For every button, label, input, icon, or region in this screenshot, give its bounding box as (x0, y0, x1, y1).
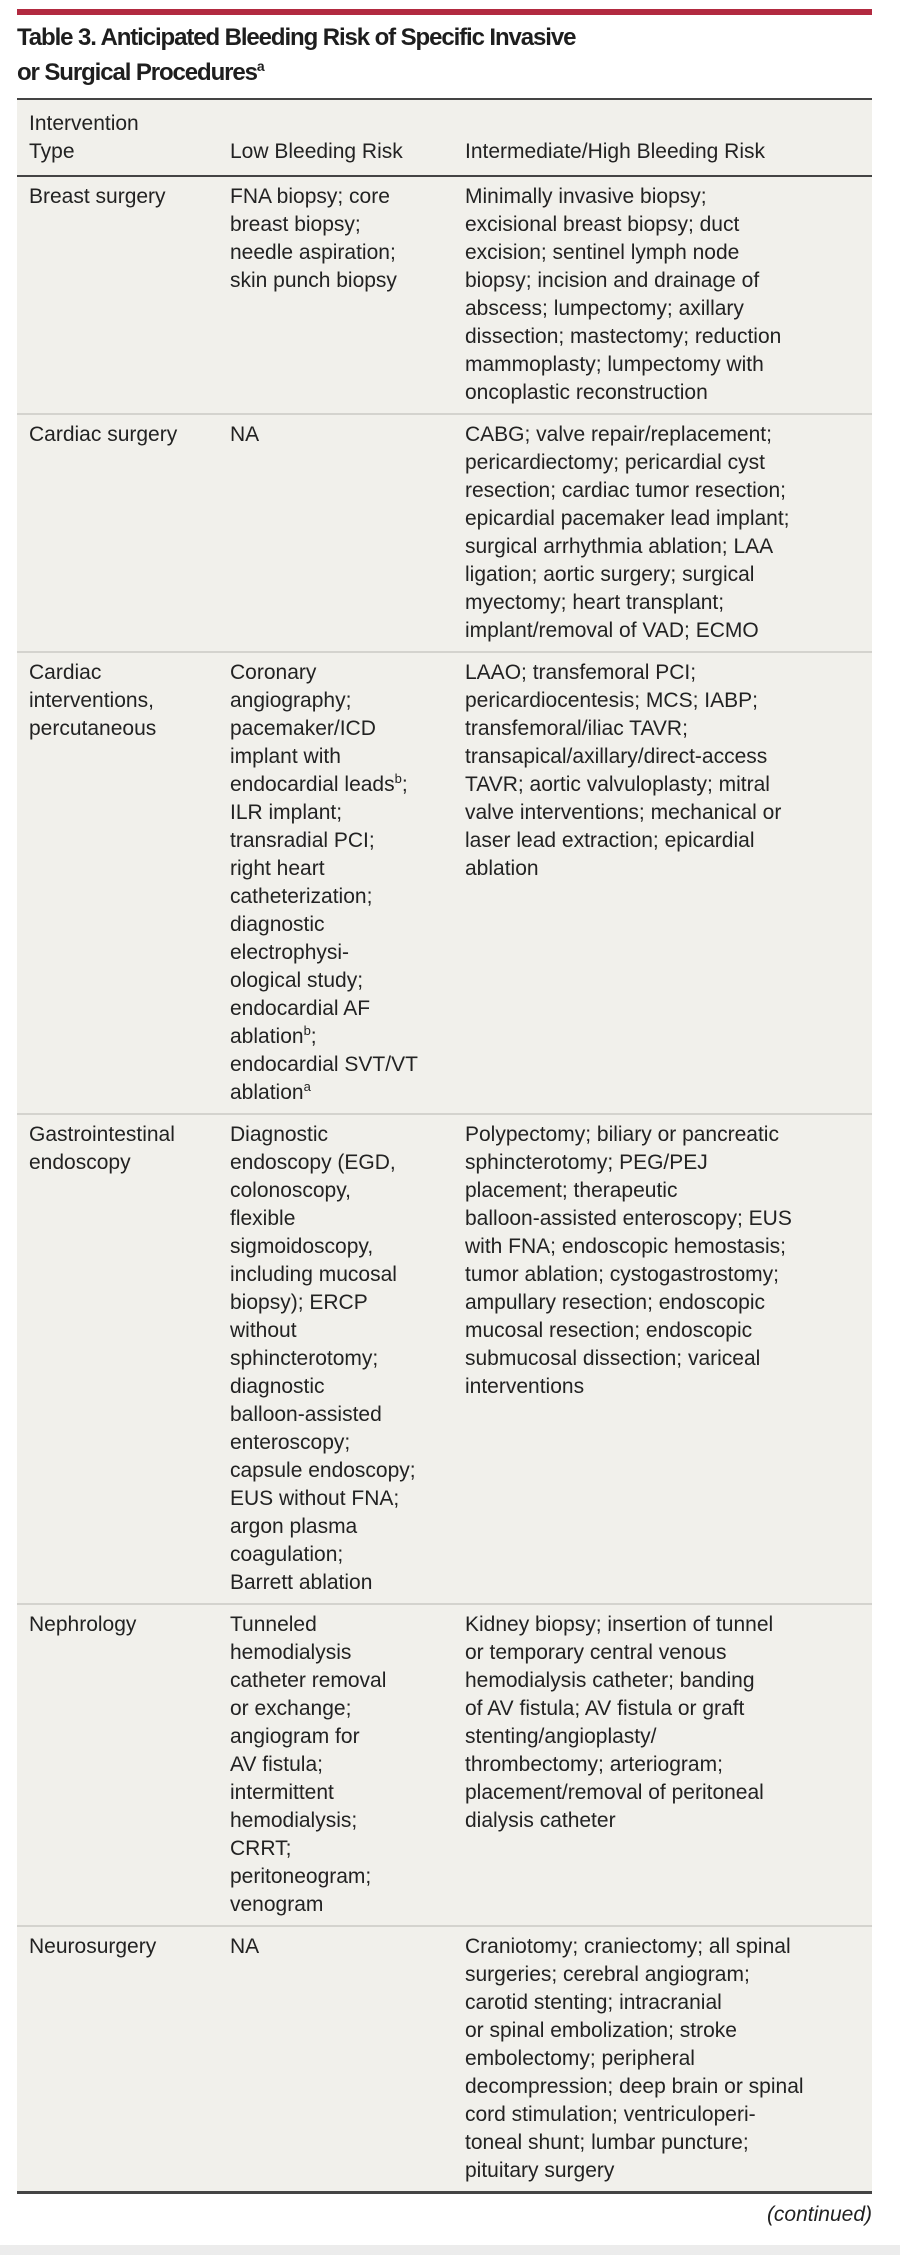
cell-line: coagulation; (230, 1543, 344, 1566)
cell-line: or temporary central venous (465, 1641, 727, 1664)
low-risk-cell (230, 183, 465, 407)
cell-line: stenting/angioplasty/ (465, 1725, 657, 1748)
cell-line: percutaneous (29, 717, 157, 740)
cell-text-punctuation: ; (310, 1025, 317, 1048)
cell-line: abscess; lumpectomy; axillary (465, 297, 744, 320)
header-text: Intervention (29, 112, 139, 135)
cell-line: or exchange; (230, 1697, 352, 1720)
table-row (17, 1113, 872, 1603)
footnote-marker: b (394, 771, 402, 786)
cell-line: breast biopsy; (230, 213, 361, 236)
cell-line: pericardiectomy; pericardial cyst (465, 451, 765, 474)
cell-line: angiogram for (230, 1725, 360, 1748)
cell-line: oncoplastic reconstruction (465, 381, 708, 404)
cell-line: without (230, 1319, 297, 1342)
cell-line: toneal shunt; lumbar puncture; (465, 2131, 749, 2154)
table-row (17, 1925, 872, 2191)
table-body (17, 177, 872, 2191)
cell-line: sphincterotomy; PEG/PEJ (465, 1151, 708, 1174)
cell-line: pacemaker/ICD (230, 717, 376, 740)
cell-line: mammoplasty; lumpectomy with (465, 353, 764, 376)
cell-line: Breast surgery (29, 185, 166, 208)
cell-line: transfemoral/iliac TAVR; (465, 717, 688, 740)
cell-text: ablation (230, 1025, 304, 1048)
title-line-1: Table 3. Anticipated Bleeding Risk of Specific Invasive (17, 24, 576, 51)
title-line-2 (17, 55, 872, 90)
cell-line: embolectomy; peripheral (465, 2047, 695, 2070)
cell-line: ligation; aortic surgery; surgical (465, 563, 755, 586)
cell-line: surgeries; cerebral angiogram; (465, 1963, 750, 1986)
cell-line: NA (230, 1935, 260, 1958)
header-intervention-type (17, 110, 230, 166)
cell-line: implant with (230, 745, 341, 768)
table-header-row (17, 100, 872, 177)
cell-line: endocardial AF (230, 997, 371, 1020)
intervention-type-cell (17, 659, 230, 1107)
cell-line: tumor ablation; cystogastrostomy; (465, 1263, 779, 1286)
header-text: Low Bleeding Risk (230, 140, 403, 163)
cell-line: electrophysi- (230, 941, 350, 964)
continued-note: (continued) (766, 2203, 872, 2226)
cell-line: enteroscopy; (230, 1431, 351, 1454)
cell-line: Cardiac surgery (29, 423, 178, 446)
cell-line: sphincterotomy; (230, 1347, 379, 1370)
cell-line: FNA biopsy; core (230, 185, 390, 208)
cell-line: laser lead extraction; epicardial (465, 829, 755, 852)
cell-line: resection; cardiac tumor resection; (465, 479, 786, 502)
cell-line: argon plasma (230, 1515, 358, 1538)
cell-line: of AV fistula; AV fistula or graft (465, 1697, 745, 1720)
header-text (465, 110, 872, 138)
cell-line: venogram (230, 1893, 324, 1916)
cell-line: endoscopy (EGD, (230, 1151, 396, 1174)
cell-line: biopsy); ERCP (230, 1291, 368, 1314)
cell-line: placement/removal of peritoneal (465, 1781, 764, 1804)
cell-line: Coronary (230, 661, 317, 684)
cell-line: LAAO; transfemoral PCI; (465, 661, 697, 684)
cell-line: Diagnostic (230, 1123, 329, 1146)
cell-line: excisional breast biopsy; duct (465, 213, 740, 236)
cell-line: endocardial SVT/VT (230, 1053, 418, 1076)
high-risk-cell (465, 659, 872, 1107)
cell-line: Barrett ablation (230, 1571, 373, 1594)
cell-line: Cardiac (29, 661, 102, 684)
cell-line: epicardial pacemaker lead implant; (465, 507, 790, 530)
cell-line: Kidney biopsy; insertion of tunnel (465, 1613, 774, 1636)
cell-line: peritoneogram; (230, 1865, 372, 1888)
intervention-type-cell (17, 1933, 230, 2185)
cell-line: intermittent (230, 1781, 334, 1804)
cell-line: submucosal dissection; variceal (465, 1347, 761, 1370)
cell-line: hemodialysis catheter; banding (465, 1669, 755, 1692)
intervention-type-cell (17, 1121, 230, 1597)
header-high-risk (465, 110, 872, 166)
cell-line: myectomy; heart transplant; (465, 591, 725, 614)
table-row (17, 177, 872, 413)
header-text: Intermediate/High Bleeding Risk (465, 140, 765, 163)
cell-line: EUS without FNA; (230, 1487, 400, 1510)
cell-line: transapical/axillary/direct-access (465, 745, 768, 768)
high-risk-cell (465, 1121, 872, 1597)
high-risk-cell (465, 1611, 872, 1919)
title-line-2-text: or Surgical Procedures (17, 59, 257, 86)
cell-line: placement; therapeutic (465, 1179, 678, 1202)
cell-line: transradial PCI; (230, 829, 375, 852)
cell-line: thrombectomy; arteriogram; (465, 1753, 723, 1776)
cell-line: endoscopy (29, 1151, 131, 1174)
cell-line: balloon-assisted (230, 1403, 382, 1426)
cell-line: cord stimulation; ventriculoperi- (465, 2103, 756, 2126)
cell-text: ablation (230, 1081, 304, 1104)
header-low-risk (230, 110, 465, 166)
cell-line: dissection; mastectomy; reduction (465, 325, 782, 348)
intervention-type-cell (17, 1611, 230, 1919)
cell-line: hemodialysis; (230, 1809, 358, 1832)
cell-line: carotid stenting; intracranial (465, 1991, 722, 2014)
cell-line: Polypectomy; biliary or pancreatic (465, 1123, 779, 1146)
cell-text-punctuation: ; (401, 773, 408, 796)
cell-line: surgical arrhythmia ablation; LAA (465, 535, 774, 558)
bleeding-risk-table (17, 98, 872, 2194)
accent-bar (17, 9, 872, 15)
cell-line: or spinal embolization; stroke (465, 2019, 737, 2042)
cell-line: pituitary surgery (465, 2159, 615, 2182)
cell-line: Craniotomy; craniectomy; all spinal (465, 1935, 791, 1958)
cell-line: dialysis catheter (465, 1809, 616, 1832)
cell-line: interventions, (29, 689, 154, 712)
cell-line: catheter removal (230, 1669, 387, 1692)
cell-line: NA (230, 423, 260, 446)
cell-line: ILR implant; (230, 801, 343, 824)
cell-line: Gastrointestinal (29, 1123, 175, 1146)
low-risk-cell (230, 421, 465, 645)
low-risk-cell (230, 659, 465, 1107)
cell-line: ological study; (230, 969, 364, 992)
cell-line: mucosal resection; endoscopic (465, 1319, 753, 1342)
intervention-type-cell (17, 421, 230, 645)
cell-line: pericardiocentesis; MCS; IABP; (465, 689, 758, 712)
cell-line: flexible (230, 1207, 296, 1230)
cell-line: hemodialysis (230, 1641, 352, 1664)
table-row (17, 651, 872, 1113)
cell-line: Nephrology (29, 1613, 137, 1636)
cell-line: colonoscopy, (230, 1179, 352, 1202)
cell-line: biopsy; incision and drainage of (465, 269, 760, 292)
intervention-type-cell (17, 183, 230, 407)
high-risk-cell (465, 1933, 872, 2185)
cell-line (230, 771, 465, 799)
low-risk-cell (230, 1121, 465, 1597)
cell-line: skin punch biopsy (230, 269, 397, 292)
cell-line: balloon-assisted enteroscopy; EUS (465, 1207, 792, 1230)
cell-line: interventions (465, 1375, 585, 1398)
cell-line: Neurosurgery (29, 1935, 157, 1958)
cell-line: right heart (230, 857, 325, 880)
cell-line: needle aspiration; (230, 241, 396, 264)
footnote-marker: a (303, 1079, 311, 1094)
cell-line: Tunneled (230, 1613, 317, 1636)
cell-line (230, 1079, 465, 1107)
header-text: Type (29, 140, 75, 163)
cell-line: capsule endoscopy; (230, 1459, 416, 1482)
low-risk-cell (230, 1933, 465, 2185)
cell-line: CABG; valve repair/replacement; (465, 423, 772, 446)
table-title (17, 20, 872, 90)
cell-line: diagnostic (230, 1375, 325, 1398)
header-text (230, 110, 465, 138)
low-risk-cell (230, 1611, 465, 1919)
table-row (17, 1603, 872, 1925)
cell-line (230, 1023, 465, 1051)
cell-line: ampullary resection; endoscopic (465, 1291, 765, 1314)
cell-line: excision; sentinel lymph node (465, 241, 740, 264)
cell-line: valve interventions; mechanical or (465, 801, 782, 824)
table-row (17, 413, 872, 651)
cell-line: decompression; deep brain or spinal (465, 2075, 804, 2098)
cell-line: AV fistula; (230, 1753, 323, 1776)
cell-line: TAVR; aortic valvuloplasty; mitral (465, 773, 770, 796)
cell-line: ablation (465, 857, 539, 880)
cell-line: angiography; (230, 689, 352, 712)
cell-line: implant/removal of VAD; ECMO (465, 619, 759, 642)
footnote-marker: a (256, 58, 264, 74)
cell-line: sigmoidoscopy, (230, 1235, 374, 1258)
cell-line: Minimally invasive biopsy; (465, 185, 707, 208)
high-risk-cell (465, 183, 872, 407)
cell-line: diagnostic (230, 913, 325, 936)
cell-line: including mucosal (230, 1263, 397, 1286)
high-risk-cell (465, 421, 872, 645)
cell-line: CRRT; (230, 1837, 292, 1860)
cell-text: endocardial leads (230, 773, 395, 796)
cell-line: with FNA; endoscopic hemostasis; (465, 1235, 786, 1258)
footnote-marker: b (303, 1023, 311, 1038)
cell-line: catheterization; (230, 885, 373, 908)
page-bottom-band (0, 2245, 900, 2255)
